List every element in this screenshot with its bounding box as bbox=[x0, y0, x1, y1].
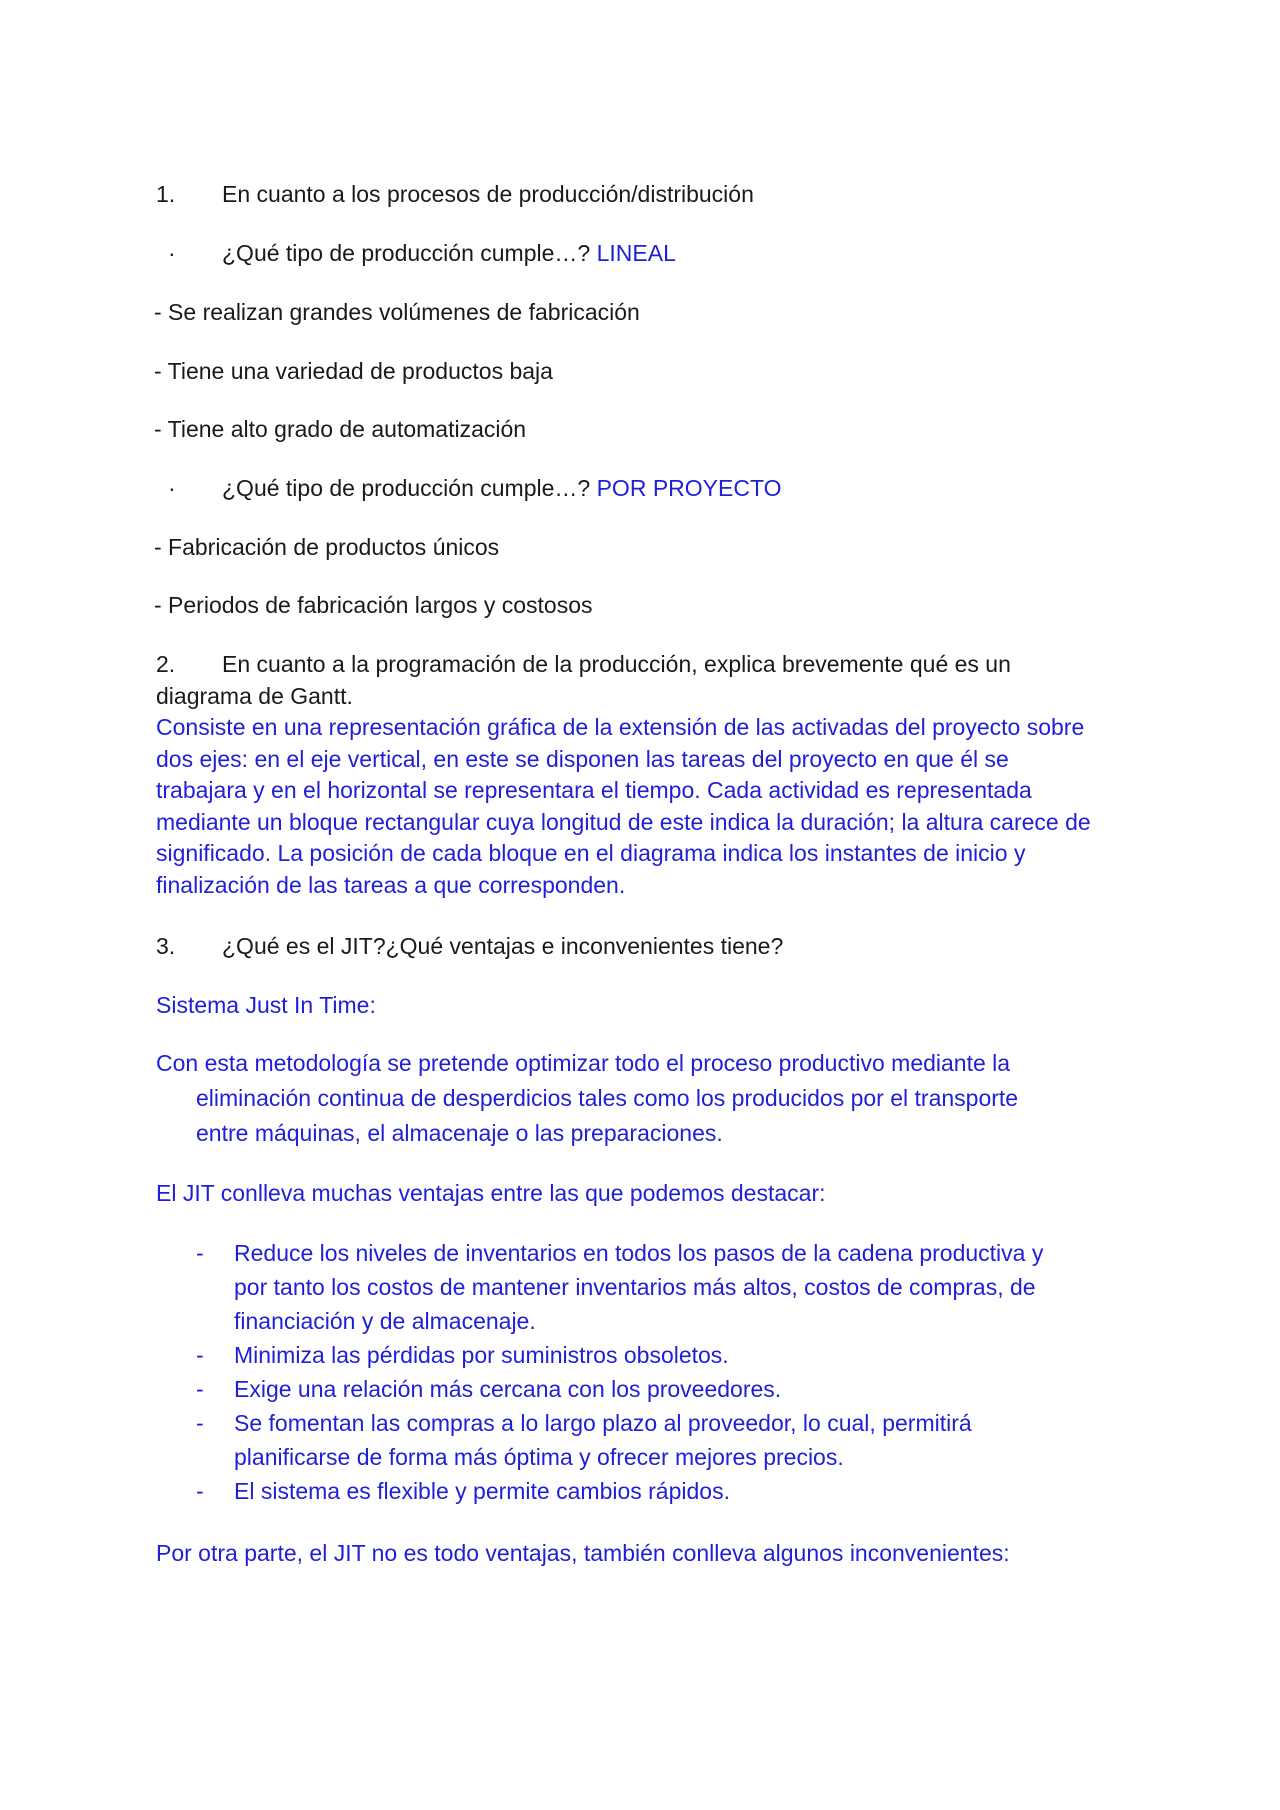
sub-question-text: ¿Qué tipo de producción cumple…? bbox=[222, 475, 591, 501]
answer-por-proyecto: POR PROYECTO bbox=[596, 475, 782, 501]
answer-line: finalización de las tareas a que corresponden. bbox=[156, 871, 626, 898]
answer-line: Consiste en una representación gráfica de la extensión de las activadas del proyecto sobre bbox=[156, 714, 1085, 740]
bullet-dot: · bbox=[168, 475, 176, 501]
question-number: 1. bbox=[156, 181, 176, 207]
intro-line: eliminación continua de desperdicios tales como los producidos por el transporte bbox=[196, 1085, 1019, 1111]
gantt-answer bbox=[156, 712, 1091, 901]
jit-intro bbox=[156, 1046, 1018, 1151]
advantage-line: Reduce los niveles de inventarios en todos los pasos de la cadena productiva y bbox=[234, 1240, 1044, 1266]
dash: - bbox=[196, 1240, 204, 1266]
list-item bbox=[156, 1474, 1156, 1508]
advantage-line: planificarse de forma más óptima y ofrecer mejores precios. bbox=[234, 1444, 844, 1470]
advantage-line: El sistema es flexible y permite cambios rápidos. bbox=[234, 1478, 730, 1504]
answer-lineal: LINEAL bbox=[596, 240, 676, 266]
question-number: 2. bbox=[156, 651, 176, 677]
intro-line: entre máquinas, el almacenaje o las preparaciones. bbox=[196, 1120, 723, 1146]
sub-question-text: ¿Qué tipo de producción cumple…? bbox=[222, 240, 591, 266]
dash: - bbox=[196, 1478, 204, 1504]
answer-line: mediante un bloque rectangular cuya longitud de este indica la duración; la altura carece de bbox=[156, 808, 1091, 835]
bullet-dot: · bbox=[168, 240, 176, 266]
disadvantages-intro: Por otra parte, el JIT no es todo ventajas, también conlleva algunos inconvenientes: bbox=[156, 1540, 1010, 1566]
dash: - bbox=[196, 1410, 204, 1436]
list-item: - Tiene alto grado de automatización bbox=[154, 416, 527, 442]
list-item: - Periodos de fabricación largos y costosos bbox=[154, 592, 593, 618]
question-text: En cuanto a la programación de la producción, explica brevemente qué es un bbox=[222, 651, 1011, 677]
advantage-line: Exige una relación más cercana con los proveedores. bbox=[234, 1376, 782, 1402]
jit-title: Sistema Just In Time: bbox=[156, 992, 376, 1018]
list-item bbox=[156, 1372, 1156, 1406]
list-item bbox=[156, 1406, 1156, 1474]
answer-line: significado. La posición de cada bloque en el diagrama indica los instantes de inicio y bbox=[156, 840, 1026, 866]
advantages-intro: El JIT conlleva muchas ventajas entre las que podemos destacar: bbox=[156, 1180, 826, 1206]
dash: - bbox=[196, 1376, 204, 1402]
advantage-line: por tanto los costos de mantener inventarios más altos, costos de compras, de bbox=[234, 1274, 1036, 1300]
question-2-continuation: diagrama de Gantt. bbox=[156, 683, 353, 709]
intro-line: Con esta metodología se pretende optimizar todo el proceso productivo mediante la bbox=[156, 1050, 1011, 1076]
list-item: - Se realizan grandes volúmenes de fabricación bbox=[154, 299, 640, 325]
list-item: - Tiene una variedad de productos baja bbox=[154, 358, 553, 384]
list-item bbox=[156, 1236, 1156, 1338]
question-text: En cuanto a los procesos de producción/distribución bbox=[222, 181, 754, 207]
answer-line: dos ejes: en el eje vertical, en este se disponen las tareas del proyecto en que él se bbox=[156, 745, 1009, 772]
advantage-line: Se fomentan las compras a lo largo plazo al proveedor, lo cual, permitirá bbox=[234, 1410, 972, 1436]
list-item: - Fabricación de productos únicos bbox=[154, 534, 500, 560]
advantage-line: financiación y de almacenaje. bbox=[234, 1308, 536, 1334]
advantage-line: Minimiza las pérdidas por suministros obsoletos. bbox=[234, 1342, 729, 1368]
list-item bbox=[156, 1338, 1156, 1372]
answer-line: trabajara y en el horizontal se representara el tiempo. Cada actividad es representada bbox=[156, 777, 1032, 803]
advantages-list bbox=[156, 1236, 1156, 1508]
question-text: ¿Qué es el JIT?¿Qué ventajas e inconvenientes tiene? bbox=[222, 933, 784, 959]
dash: - bbox=[196, 1342, 204, 1368]
question-number: 3. bbox=[156, 933, 176, 959]
